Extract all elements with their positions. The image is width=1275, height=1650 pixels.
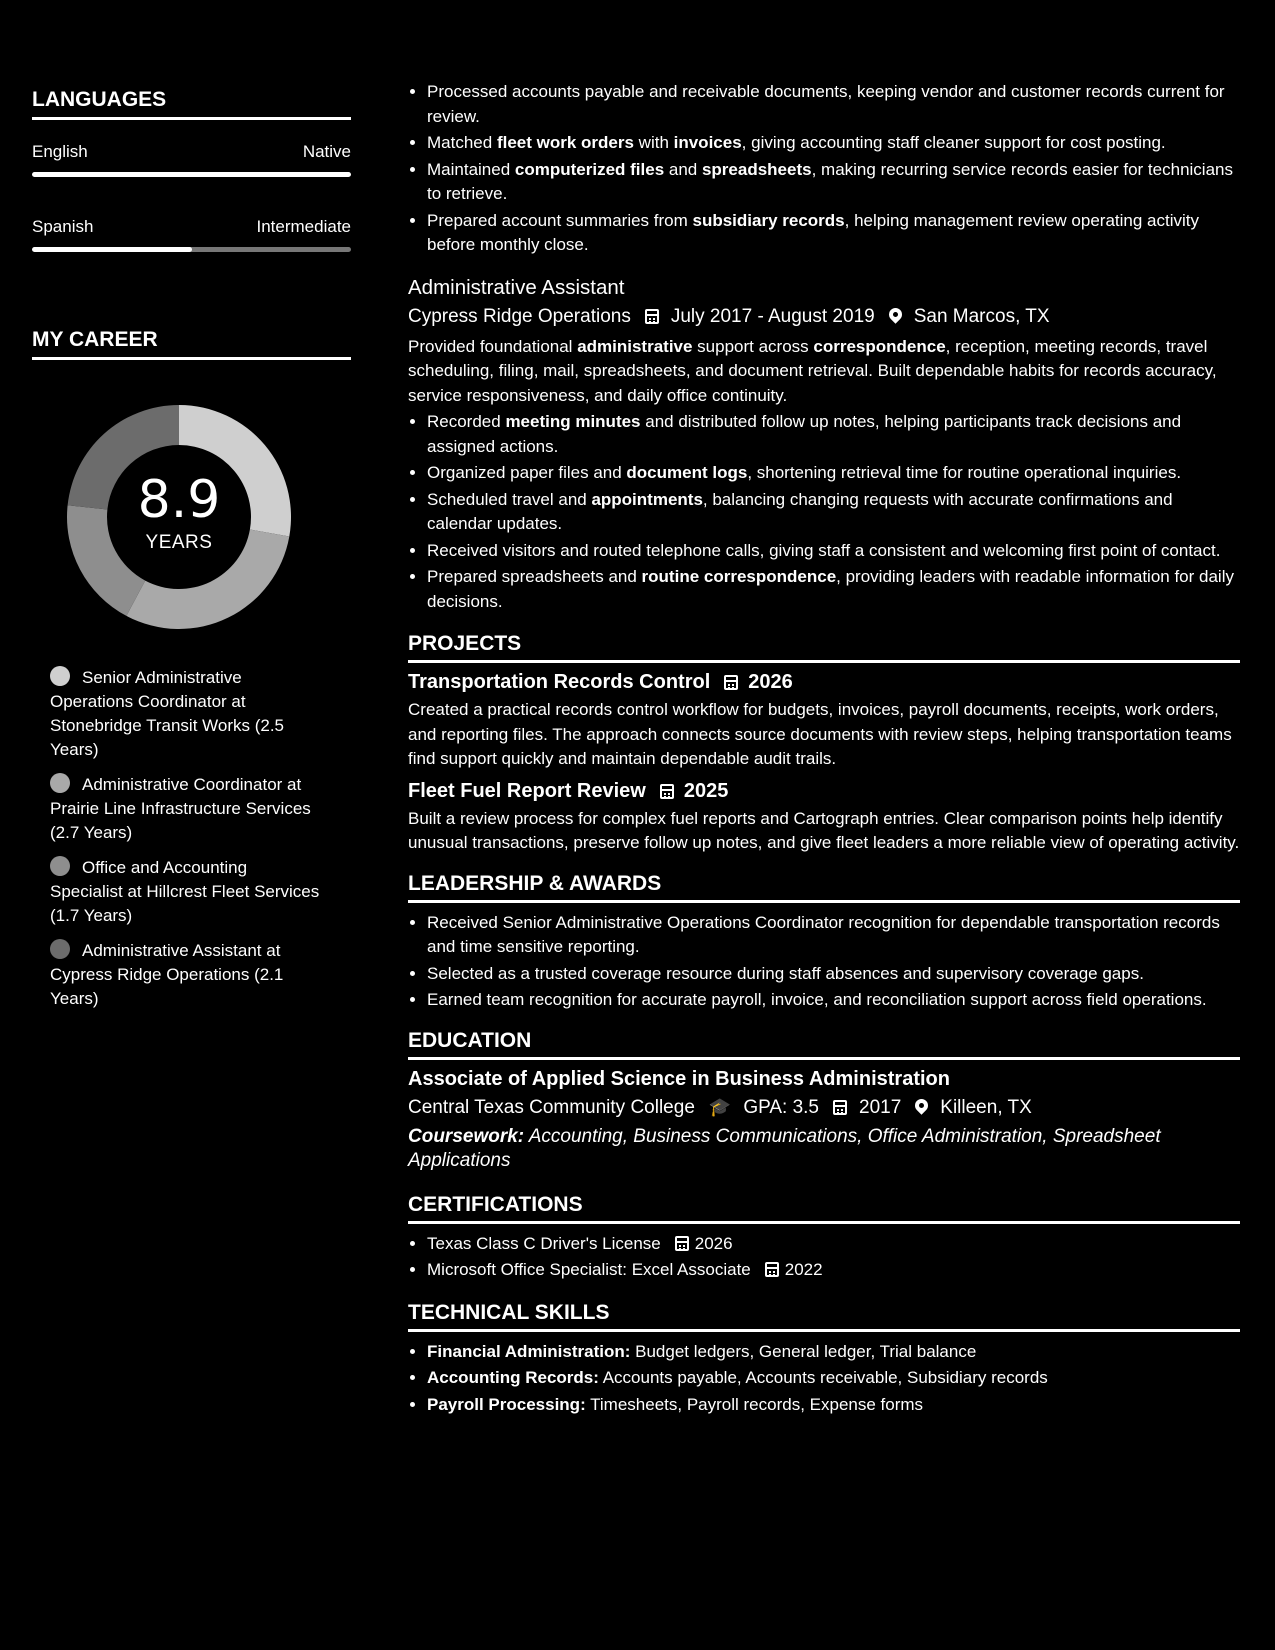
text-run: Prepared account summaries from [427, 210, 693, 230]
job-bullet [427, 539, 1240, 564]
project-title-row [408, 671, 1240, 694]
experience-bullet [427, 131, 1240, 156]
leadership-heading: LEADERSHIP & AWARDS [408, 872, 1240, 903]
text-run: Processed accounts payable and receivable documents, keeping vendor and customer records current for review. [427, 82, 1225, 126]
text-run: , providing leaders with readable information for daily decisions. [427, 567, 1234, 611]
certification-year: 2026 [694, 1233, 733, 1253]
job-bullet [427, 488, 1240, 537]
skill-item [427, 1366, 1240, 1391]
project-description: Built a review process for complex fuel reports and Cartograph entries. Clear comparison points help identify unusual transactions, preserve follow up notes, and give fleet leaders a more reliable view of operating activity. [408, 808, 1240, 852]
career-legend-dot [50, 666, 70, 686]
languages-heading: LANGUAGES [32, 88, 351, 120]
text-run: Maintained [427, 159, 515, 179]
education-location: Killeen, TX [940, 1096, 1032, 1118]
career-legend-item [50, 773, 320, 845]
text-run: support across [692, 336, 814, 356]
bold-text: subsidiary records [692, 210, 845, 230]
job-bullets [408, 410, 1240, 614]
text-run: Prepared spreadsheets and [427, 567, 642, 586]
bold-text: fleet work orders [496, 133, 634, 152]
job-company: Cypress Ridge Operations [408, 305, 631, 327]
text-run: , shortening retrieval time for routine operational inquiries. [747, 463, 1182, 482]
text-run: Organized paper files and [427, 463, 627, 482]
text-run: and [664, 159, 702, 179]
skill-label: Payroll Processing: [427, 1394, 586, 1414]
bold-text: correspondence [813, 336, 946, 356]
bold-text: spreadsheets [701, 159, 812, 179]
job-title: Administrative Assistant [408, 275, 625, 299]
project-year: 2026 [748, 671, 793, 693]
leadership-item: • Selected as a trusted coverage resource during staff absences and supervisory coverage gaps. [427, 962, 1240, 987]
language-level: Native [302, 142, 351, 161]
projects-section [408, 632, 1240, 856]
skill-value: Budget ledgers, General ledger, Trial balance [635, 1341, 977, 1361]
leadership-list [408, 911, 1240, 1013]
coursework-label: Coursework: [408, 1125, 525, 1147]
text-run: with [633, 133, 674, 152]
education-gpa: GPA: 3.5 [743, 1096, 819, 1118]
education-heading: EDUCATION [408, 1029, 1240, 1060]
language-item [32, 217, 351, 252]
job-dates: July 2017 - August 2019 [670, 305, 875, 327]
leadership-item: • Received Senior Administrative Operations Coordinator recognition for dependable transportation records and time sensitive reporting. [427, 911, 1240, 960]
text-run: , balancing changing requests with accurate confirmations and calendar updates. [427, 489, 1173, 533]
language-level: Intermediate [256, 217, 351, 236]
bold-text: routine correspondence [641, 567, 837, 586]
skill-item [427, 1340, 1240, 1365]
job-location: San Marcos, TX [913, 305, 1050, 327]
graduation-cap-icon: 🎓 [708, 1097, 732, 1117]
left-column [32, 88, 351, 1022]
language-row [32, 142, 351, 162]
education-section [408, 1029, 1240, 1173]
job-bullet [427, 565, 1240, 614]
project-title-row [408, 780, 1240, 803]
experience-bullet [427, 80, 1240, 129]
language-name: English [32, 142, 88, 161]
location-pin-icon [915, 1097, 928, 1119]
certifications-list [408, 1232, 1240, 1283]
bold-text: document logs [626, 463, 748, 482]
experience-bullet [427, 209, 1240, 258]
project-title: Transportation Records Control [408, 671, 711, 693]
certification-item [427, 1258, 1240, 1283]
calendar-icon [724, 671, 738, 694]
skill-label: Accounting Records: [427, 1368, 599, 1387]
text-run: Received visitors and routed telephone calls, giving staff a consistent and welcoming first point of contact. [427, 540, 1221, 560]
skills-heading: TECHNICAL SKILLS [408, 1301, 1240, 1332]
career-legend [50, 666, 320, 1011]
career-legend-item [50, 856, 320, 928]
text-run: , giving accounting staff cleaner support for cost posting. [741, 133, 1166, 152]
project-year: 2025 [683, 779, 729, 802]
career-legend-item [50, 939, 320, 1011]
career-legend-dot [50, 856, 70, 876]
coursework-value: Accounting, Business Communications, Office Administration, Spreadsheet Applications [408, 1125, 1161, 1171]
skill-label: Financial Administration: [427, 1341, 631, 1361]
skills-section [408, 1301, 1240, 1418]
language-bar-fill [32, 247, 192, 252]
skill-item [427, 1393, 1240, 1418]
education-coursework [408, 1125, 1240, 1173]
text-run: Provided foundational [408, 336, 578, 356]
calendar-icon [675, 1234, 689, 1253]
calendar-icon [660, 780, 674, 803]
text-run: Matched [427, 133, 497, 152]
career-total-value: 8.9 [137, 470, 221, 530]
job-summary [408, 335, 1240, 409]
skills-list [408, 1340, 1240, 1418]
project-item [408, 780, 1240, 856]
skill-value: Timesheets, Payroll records, Expense forms [590, 1394, 924, 1414]
text-run: and distributed follow up notes, helping participants track decisions and assigned actions. [427, 412, 1182, 456]
location-pin-icon [889, 306, 902, 328]
job-bullet [427, 410, 1240, 459]
certification-name: Texas Class C Driver's License [427, 1233, 661, 1253]
project-description: Created a practical records control workflow for budgets, invoices, payroll documents, receipts, work orders, and reporting files. The approach connects source documents with review steps, helping transportation teams find support quickly and maintain dependable audit trails. [408, 700, 1232, 768]
language-name: Spanish [32, 217, 94, 236]
career-donut-center [66, 404, 292, 630]
certification-name: Microsoft Office Specialist: Excel Associate [427, 1260, 751, 1279]
career-total-unit: YEARS [145, 532, 213, 553]
career-legend-label: Senior Administrative Operations Coordinator at Stonebridge Transit Works (2.5 Years) [50, 668, 285, 759]
projects-list [408, 671, 1240, 856]
bold-text: appointments [591, 489, 703, 509]
certifications-heading: CERTIFICATIONS [408, 1193, 1240, 1224]
leadership-item: • Earned team recognition for accurate payroll, invoice, and reconciliation support across field operations. [427, 988, 1240, 1013]
education-year: 2017 [859, 1096, 902, 1118]
career-legend-label: Office and Accounting Specialist at Hillcrest Fleet Services (1.7 Years) [50, 858, 320, 925]
career-legend-dot [50, 939, 70, 959]
certifications-section [408, 1193, 1240, 1283]
calendar-icon [645, 306, 659, 328]
bold-text: administrative [577, 336, 693, 356]
calendar-icon [833, 1097, 847, 1119]
certification-year: 2022 [784, 1260, 823, 1279]
language-bar [32, 247, 351, 252]
bold-text: meeting minutes [505, 412, 641, 431]
experience-bullets [408, 80, 1240, 258]
project-item [408, 671, 1240, 772]
languages-list [32, 142, 351, 252]
education-school: Central Texas Community College [408, 1096, 695, 1118]
education-degree: Associate of Applied Science in Business Administration [408, 1067, 950, 1090]
career-legend-label: Administrative Assistant at Cypress Ridge Operations (2.1 Years) [50, 941, 284, 1008]
bold-text: computerized files [514, 159, 665, 179]
text-run: Recorded [427, 412, 506, 431]
project-title: Fleet Fuel Report Review [408, 779, 646, 802]
leadership-section [408, 872, 1240, 1013]
text-run: , making recurring service records easier for technicians to retrieve. [427, 159, 1233, 203]
language-item [32, 142, 351, 177]
job-meta [408, 306, 1240, 328]
text-run: Scheduled travel and [427, 489, 592, 509]
text-run: , helping management review operating activity before monthly close. [427, 210, 1199, 254]
career-legend-label: Administrative Coordinator at Prairie Line Infrastructure Services (2.7 Years) [50, 775, 311, 842]
skill-value: Accounts payable, Accounts receivable, Subsidiary records [602, 1368, 1048, 1387]
certification-item [427, 1232, 1240, 1257]
bold-text: invoices [673, 133, 742, 152]
language-bar-fill [32, 172, 351, 177]
career-heading: MY CAREER [32, 328, 351, 360]
career-legend-dot [50, 773, 70, 793]
job-bullet [427, 461, 1240, 486]
right-column [408, 80, 1240, 1419]
calendar-icon [765, 1260, 779, 1279]
career-donut [66, 404, 292, 630]
text-run: , reception, meeting records, travel scheduling, filing, mail, spreadsheets, and document retrieval. Built dependable habits for records accuracy, service responsiveness, and daily office continuity. [408, 336, 1217, 405]
education-meta [408, 1097, 1240, 1119]
projects-heading: PROJECTS [408, 632, 1240, 663]
career-legend-item [50, 666, 320, 762]
language-row [32, 217, 351, 237]
experience-bullet [427, 158, 1240, 207]
language-bar [32, 172, 351, 177]
